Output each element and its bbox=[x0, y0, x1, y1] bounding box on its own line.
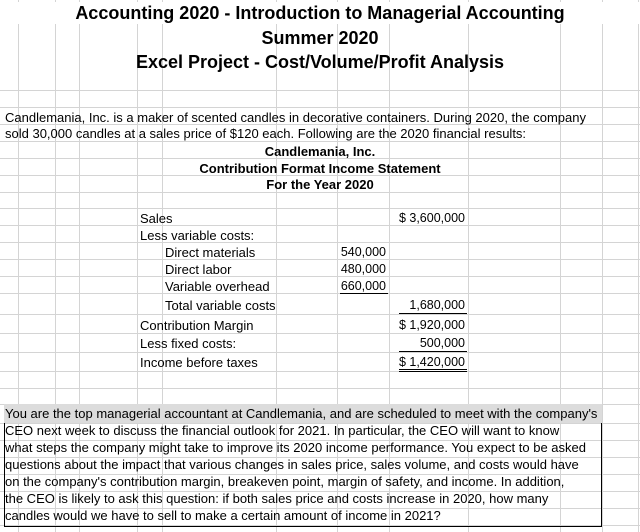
scenario-line-1[interactable]: You are the top managerial accountant at Candlemania, and are scheduled to meet with the company's bbox=[5, 406, 598, 421]
total-variable-costs-value: 1,680,000 bbox=[409, 298, 465, 312]
direct-labor-label: Direct labor bbox=[165, 262, 232, 277]
direct-materials-label: Direct materials bbox=[165, 245, 256, 260]
statement-company: Candlemania, Inc. bbox=[264, 144, 376, 159]
intro-line-2: sold 30,000 candles at a sales price of $120 each. Following are the 2020 financial results: bbox=[5, 126, 527, 141]
variable-overhead-label: Variable overhead bbox=[165, 279, 270, 294]
statement-period: For the Year 2020 bbox=[266, 177, 374, 192]
scenario-line-3[interactable]: what steps the company might take to improve its 2020 income performance. You expect to be asked bbox=[5, 440, 586, 455]
contribution-margin-label: Contribution Margin bbox=[140, 318, 254, 333]
statement-title: Contribution Format Income Statement bbox=[199, 161, 441, 176]
income-before-taxes-label: Income before taxes bbox=[140, 355, 258, 370]
total-variable-costs-label: Total variable costs bbox=[165, 298, 276, 313]
scenario-line-7[interactable]: candles would we have to sell to make a certain amount of income in 2021? bbox=[5, 508, 441, 523]
variable-costs-underline bbox=[340, 293, 388, 294]
project-title: Excel Project - Cost/Volume/Profit Analysis bbox=[135, 52, 505, 72]
sales-value: $ 3,600,000 bbox=[398, 211, 465, 225]
sales-label: Sales bbox=[140, 211, 173, 226]
term-title: Summer 2020 bbox=[261, 28, 379, 48]
contribution-margin-value: $ 1,920,000 bbox=[398, 318, 465, 332]
intro-line-1: Candlemania, Inc. is a maker of scented candles in decorative containers. During 2020, the company bbox=[5, 110, 586, 125]
less-variable-label: Less variable costs: bbox=[140, 228, 255, 243]
total-variable-underline bbox=[399, 313, 467, 314]
scenario-line-5[interactable]: on the company's contribution margin, breakeven point, margin of safety, and income. In addition, bbox=[5, 474, 565, 489]
income-double-underline bbox=[399, 369, 467, 372]
course-title: Accounting 2020 - Introduction to Managerial Accounting bbox=[0, 2, 640, 24]
variable-overhead-value: 660,000 bbox=[340, 279, 386, 293]
fixed-costs-label: Less fixed costs: bbox=[140, 336, 237, 351]
scenario-line-2[interactable]: CEO next week to discuss the financial outlook for 2021. In particular, the CEO will want to know bbox=[5, 423, 560, 438]
direct-labor-value: 480,000 bbox=[340, 262, 386, 276]
scenario-line-4[interactable]: questions about the impact that various changes in sales price, sales volume, and costs would have bbox=[5, 457, 579, 472]
direct-materials-value: 540,000 bbox=[340, 245, 386, 259]
income-before-taxes-value: $ 1,420,000 bbox=[398, 355, 465, 369]
fixed-costs-value: 500,000 bbox=[419, 336, 465, 350]
fixed-costs-underline bbox=[399, 351, 467, 352]
scenario-line-6[interactable]: the CEO is likely to ask this question: if both sales price and costs increase in 2020, how many bbox=[5, 491, 549, 506]
